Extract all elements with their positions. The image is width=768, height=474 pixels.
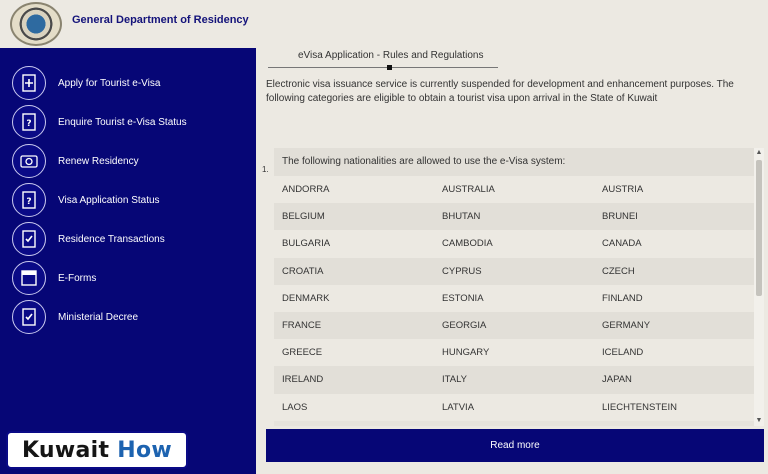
page-title: General Department of Residency (72, 14, 249, 26)
table-cell: ANDORRA (282, 184, 330, 196)
sidebar-item-label: Residence Transactions (58, 233, 165, 245)
table-cell: HUNGARY (442, 347, 490, 359)
sidebar-item-visa-application-status[interactable] (0, 182, 256, 218)
nationalities-table[interactable] (274, 148, 764, 426)
kuwait-how-logo (6, 431, 188, 469)
sidebar-item-label: E-Forms (58, 272, 97, 284)
table-scrollbar[interactable] (754, 148, 764, 426)
sidebar-item-label: Visa Application Status (58, 194, 160, 206)
table-cell: BHUTAN (442, 211, 481, 223)
notice-text: Electronic visa issuance service is currently suspended for development and enhancement purposes. The following categories are eligible to obtain a tourist visa upon arrival in the State of Kuwait (266, 79, 734, 104)
table-row (274, 394, 764, 421)
table-cell: GEORGIA (442, 320, 487, 332)
divider-marker (387, 65, 392, 70)
renew-card-icon (12, 144, 46, 178)
brand-word-1: Kuwait (21, 437, 110, 463)
table-cell: FRANCE (282, 320, 322, 332)
check-document-icon (12, 300, 46, 334)
table-cell: DENMARK (282, 292, 330, 304)
main-content (256, 48, 768, 474)
form-document-icon (12, 261, 46, 295)
sidebar-item-residence-transactions[interactable] (0, 221, 256, 257)
table-cell: AUSTRALIA (442, 184, 495, 196)
table-cell: GERMANY (602, 320, 651, 332)
sidebar-item-label: Renew Residency (58, 155, 139, 167)
table-cell: LIECHTENSTEIN (602, 401, 677, 413)
svg-text:?: ? (26, 197, 32, 207)
sidebar-item-enquire-evisa-status[interactable] (0, 104, 256, 140)
table-cell: BULGARIA (282, 238, 331, 250)
table-row (274, 285, 764, 312)
sidebar-item-label: Enquire Tourist e-Visa Status (58, 116, 187, 128)
table-cell: BRUNEI (602, 211, 638, 223)
check-document-icon (12, 222, 46, 256)
table-row (274, 312, 764, 339)
table-cell: GREECE (282, 347, 323, 359)
table-cell: CAMBODIA (442, 238, 493, 250)
question-document-icon (12, 183, 46, 217)
scroll-thumb[interactable] (756, 160, 762, 296)
table-cell: CYPRUS (442, 265, 482, 277)
scroll-down-arrow-icon[interactable]: ▼ (755, 417, 763, 424)
svg-text:?: ? (26, 119, 32, 129)
apply-document-icon (12, 66, 46, 100)
sidebar-item-apply-tourist-evisa[interactable] (0, 65, 256, 101)
rules-title: eVisa Application - Rules and Regulations (298, 50, 484, 61)
table-cell: CZECH (602, 265, 635, 277)
header (0, 0, 768, 48)
table-header: The following nationalities are allowed to use the e-Visa system: (274, 148, 764, 176)
table-cell: AUSTRIA (602, 184, 644, 196)
table-row (274, 258, 764, 285)
table-cell: LAOS (282, 401, 308, 413)
table-row (274, 176, 764, 203)
list-number: 1. (262, 165, 269, 174)
scroll-up-arrow-icon[interactable]: ▲ (755, 149, 763, 156)
brand-word-2: How (117, 437, 173, 463)
title-divider (268, 67, 498, 68)
sidebar-item-ministerial-decree[interactable] (0, 299, 256, 335)
sidebar-item-label: Apply for Tourist e-Visa (58, 77, 161, 89)
table-cell: ICELAND (602, 347, 644, 359)
table-cell: ESTONIA (442, 292, 484, 304)
table-cell: LATVIA (442, 401, 475, 413)
table-cell: CANADA (602, 238, 642, 250)
question-document-icon (12, 105, 46, 139)
sidebar-item-e-forms[interactable] (0, 260, 256, 296)
sidebar (0, 48, 256, 474)
table-body (274, 176, 764, 421)
table-cell: FINLAND (602, 292, 643, 304)
table-cell: CROATIA (282, 265, 324, 277)
sidebar-item-label: Ministerial Decree (58, 311, 139, 323)
table-cell: IRELAND (282, 374, 324, 386)
table-row (274, 339, 764, 366)
table-cell: BELGIUM (282, 211, 325, 223)
table-row (274, 230, 764, 257)
table-row (274, 366, 764, 393)
ministry-seal-icon (10, 2, 62, 46)
sidebar-item-renew-residency[interactable] (0, 143, 256, 179)
table-row (274, 203, 764, 230)
table-cell: JAPAN (602, 374, 632, 386)
read-more-button[interactable]: Read more (266, 429, 764, 462)
table-cell: ITALY (442, 374, 467, 386)
